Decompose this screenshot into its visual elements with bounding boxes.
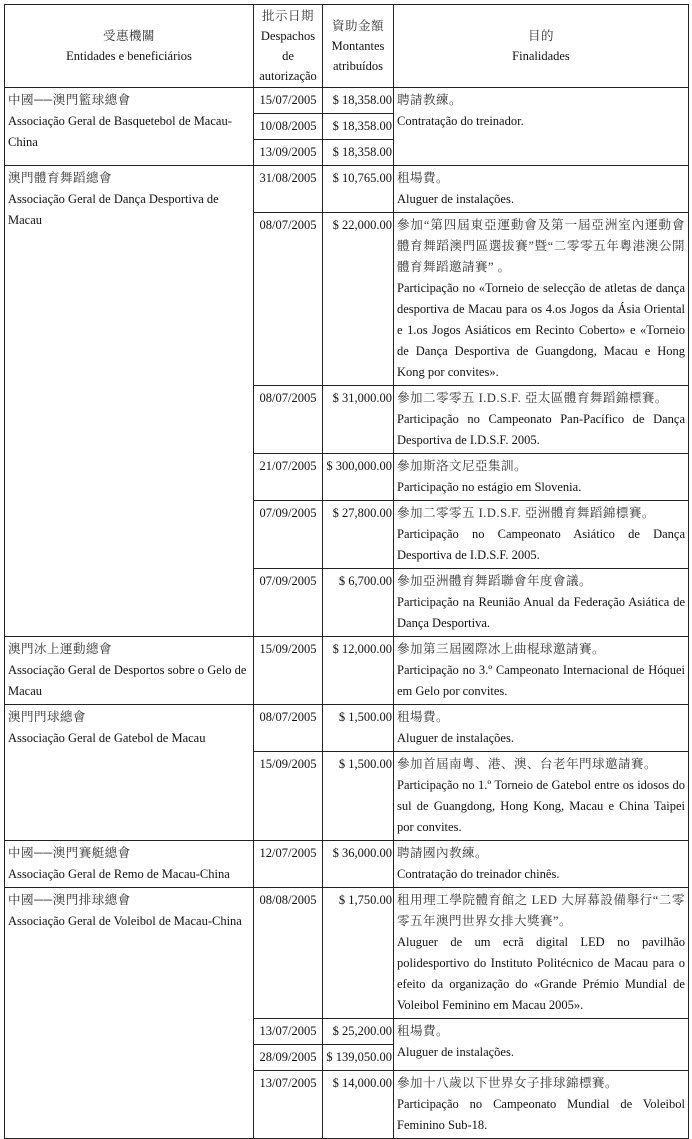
amount-cell: $ 10,765.00 xyxy=(323,166,394,213)
purpose-zh: 參加斯洛文尼亞集訓。 xyxy=(397,459,528,473)
purpose-cell xyxy=(394,386,689,454)
header-dates xyxy=(254,5,323,88)
header-entities-zh: 受惠機關 xyxy=(102,29,155,43)
header-purposes-pt: Finalidades xyxy=(512,49,570,63)
entity-name-zh: 中國──澳門籃球總會 xyxy=(8,93,131,107)
date-cell: 10/08/2005 xyxy=(254,114,323,140)
date-cell: 12/07/2005 xyxy=(254,841,323,888)
header-amounts-pt1: Montantes xyxy=(331,39,385,53)
purpose-zh: 參加二零零五 I.D.S.F. 亞太區體育舞蹈錦標賽。 xyxy=(397,391,668,405)
entity-cell xyxy=(5,841,254,888)
table-row xyxy=(5,841,689,888)
header-dates-pt2: autorização xyxy=(259,69,317,83)
header-amounts xyxy=(323,5,394,88)
amount-cell: $ 18,358.00 xyxy=(323,114,394,140)
date-cell: 13/07/2005 xyxy=(254,1071,323,1139)
date-cell: 07/09/2005 xyxy=(254,501,323,569)
table-row xyxy=(5,888,689,1019)
purpose-pt: Aluguer de instalações. xyxy=(397,192,514,206)
purpose-pt: Contratação do treinador. xyxy=(397,114,524,128)
table-row xyxy=(5,88,689,114)
amount-cell: $ 31,000.00 xyxy=(323,386,394,454)
purpose-zh: 參加亞洲體育舞蹈聯會年度會議。 xyxy=(397,574,593,588)
purpose-pt: Participação no «Torneio de selecção de atletas de dança desportiva de Macau para os 4.os Jogos da Ásia Oriental e 1.os Jogos Asiáticos em Recinto Coberto» e «Torneio de Dança Desportiva de Guangdong, Macau e Hong Kong por convites». xyxy=(397,281,685,379)
purpose-pt: Participação no 1.º Torneio de Gatebol entre os idosos do sul de Guangdong, Hong Kong, Macau e China Taipei por convites. xyxy=(397,778,685,834)
purpose-pt: Participação na Reunião Anual da Federação Asiática de Dança Desportiva. xyxy=(397,595,685,630)
purpose-cell xyxy=(394,705,689,752)
entity-name-pt: Associação Geral de Voleibol de Macau-China xyxy=(8,914,242,928)
table-header-row xyxy=(5,5,689,88)
entity-name-pt: Associação Geral de Desportos sobre o Gelo de Macau xyxy=(8,663,247,698)
entity-cell xyxy=(5,637,254,705)
purpose-zh: 參加首屆南粵、港、澳、台老年門球邀請賽。 xyxy=(397,757,658,771)
date-cell: 13/07/2005 xyxy=(254,1019,323,1045)
purpose-pt: Aluguer de instalações. xyxy=(397,1045,514,1059)
header-purposes xyxy=(394,5,689,88)
entity-cell xyxy=(5,166,254,637)
purpose-zh: 參加二零零五 I.D.S.F. 亞洲體育舞蹈錦標賽。 xyxy=(397,506,655,520)
purpose-pt: Participação no estágio em Slovenia. xyxy=(397,480,582,494)
header-entities-pt: Entidades e beneficiários xyxy=(66,49,192,63)
amount-cell: $ 27,800.00 xyxy=(323,501,394,569)
purpose-cell xyxy=(394,213,689,386)
header-amounts-pt2: atribuídos xyxy=(333,59,383,73)
header-dates-zh: 批示日期 xyxy=(261,9,314,23)
amount-cell: $ 18,358.00 xyxy=(323,88,394,114)
purpose-pt: Participação no 3.º Campeonato Internacional de Hóquei em Gelo por convites. xyxy=(397,663,685,698)
date-cell: 07/09/2005 xyxy=(254,569,323,637)
date-cell: 08/07/2005 xyxy=(254,386,323,454)
entity-name-pt: Associação Geral de Dança Desportiva de Macau xyxy=(8,192,219,227)
table-row xyxy=(5,705,689,752)
amount-cell: $ 1,500.00 xyxy=(323,705,394,752)
purpose-cell xyxy=(394,501,689,569)
date-cell: 15/09/2005 xyxy=(254,752,323,841)
amount-cell: $ 25,200.00 xyxy=(323,1019,394,1045)
purpose-pt: Aluguer de um ecrã digital LED no pavilhão polidesportivo do Instituto Politécnico de Macau para o efeito da organização do «Grande Prémio Mundial de Voleibol Feminino em Macau 2005». xyxy=(397,935,685,1012)
table-row xyxy=(5,166,689,213)
date-cell: 08/08/2005 xyxy=(254,888,323,1019)
amount-cell: $ 1,500.00 xyxy=(323,752,394,841)
purpose-pt: Participação no Campeonato Pan-Pacífico de Dança Desportiva de I.D.S.F. 2005. xyxy=(397,412,685,447)
amount-cell: $ 12,000.00 xyxy=(323,637,394,705)
entity-name-pt: Associação Geral de Basquetebol de Macau-China xyxy=(8,114,232,149)
entity-cell xyxy=(5,888,254,1139)
entity-name-zh: 中國──澳門排球總會 xyxy=(8,893,131,907)
subsidy-table xyxy=(4,4,689,1139)
purpose-zh: 參加十八歲以下世界女子排球錦標賽。 xyxy=(397,1076,619,1090)
entity-name-zh: 澳門冰上運動總會 xyxy=(8,642,113,656)
amount-cell: $ 14,000.00 xyxy=(323,1071,394,1139)
header-purposes-zh: 目的 xyxy=(527,29,554,43)
purpose-cell xyxy=(394,752,689,841)
amount-cell: $ 1,750.00 xyxy=(323,888,394,1019)
purpose-zh: 參加“第四屆東亞運動會及第一屆亞洲室內運動會體育舞蹈澳門區選拔賽”暨“二零零五年粵港澳公開體育舞蹈邀請賽” 。 xyxy=(397,218,685,274)
purpose-pt: Participação no Campeonato Mundial de Voleibol Feminino Sub-18. xyxy=(397,1097,685,1132)
date-cell: 15/07/2005 xyxy=(254,88,323,114)
purpose-cell xyxy=(394,888,689,1019)
purpose-cell xyxy=(394,88,689,166)
date-cell: 08/07/2005 xyxy=(254,213,323,386)
purpose-pt: Aluguer de instalações. xyxy=(397,731,514,745)
amount-cell: $ 18,358.00 xyxy=(323,140,394,166)
purpose-cell xyxy=(394,454,689,501)
purpose-cell xyxy=(394,841,689,888)
table-row xyxy=(5,637,689,705)
header-amounts-zh: 資助金額 xyxy=(331,19,384,33)
purpose-zh: 租場費。 xyxy=(397,1024,450,1038)
amount-cell: $ 36,000.00 xyxy=(323,841,394,888)
purpose-cell xyxy=(394,637,689,705)
purpose-zh: 參加第三屆國際冰上曲棍球邀請賽。 xyxy=(397,642,606,656)
amount-cell: $ 6,700.00 xyxy=(323,569,394,637)
header-dates-pt1: Despachos de xyxy=(260,29,316,63)
purpose-zh: 租場費。 xyxy=(397,171,450,185)
date-cell: 21/07/2005 xyxy=(254,454,323,501)
entity-name-zh: 澳門體育舞蹈總會 xyxy=(8,171,113,185)
entity-name-zh: 澳門門球總會 xyxy=(8,710,87,724)
date-cell: 13/09/2005 xyxy=(254,140,323,166)
purpose-zh: 聘請教練。 xyxy=(397,93,463,107)
entity-name-zh: 中國──澳門賽艇總會 xyxy=(8,846,131,860)
entity-cell xyxy=(5,705,254,841)
entity-name-pt: Associação Geral de Remo de Macau-China xyxy=(8,867,230,881)
amount-cell: $ 22,000.00 xyxy=(323,213,394,386)
purpose-pt: Participação no Campeonato Asiático de Dança Desportiva de I.D.S.F. 2005. xyxy=(397,527,685,562)
purpose-pt: Contratação do treinador chinês. xyxy=(397,867,560,881)
header-entities xyxy=(5,5,254,88)
date-cell: 31/08/2005 xyxy=(254,166,323,213)
date-cell: 08/07/2005 xyxy=(254,705,323,752)
amount-cell: $ 300,000.00 xyxy=(323,454,394,501)
entity-name-pt: Associação Geral de Gatebol de Macau xyxy=(8,731,206,745)
purpose-cell xyxy=(394,166,689,213)
table-body xyxy=(5,88,689,1139)
purpose-cell xyxy=(394,1019,689,1071)
purpose-zh: 聘請國內教練。 xyxy=(397,846,489,860)
purpose-zh: 租場費。 xyxy=(397,710,450,724)
date-cell: 28/09/2005 xyxy=(254,1045,323,1071)
purpose-cell xyxy=(394,569,689,637)
purpose-cell xyxy=(394,1071,689,1139)
entity-cell xyxy=(5,88,254,166)
purpose-zh: 租用理工學院體育館之 LED 大屏幕設備舉行“二零零五年澳門世界女排大獎賽”。 xyxy=(397,893,685,928)
amount-cell: $ 139,050.00 xyxy=(323,1045,394,1071)
date-cell: 15/09/2005 xyxy=(254,637,323,705)
